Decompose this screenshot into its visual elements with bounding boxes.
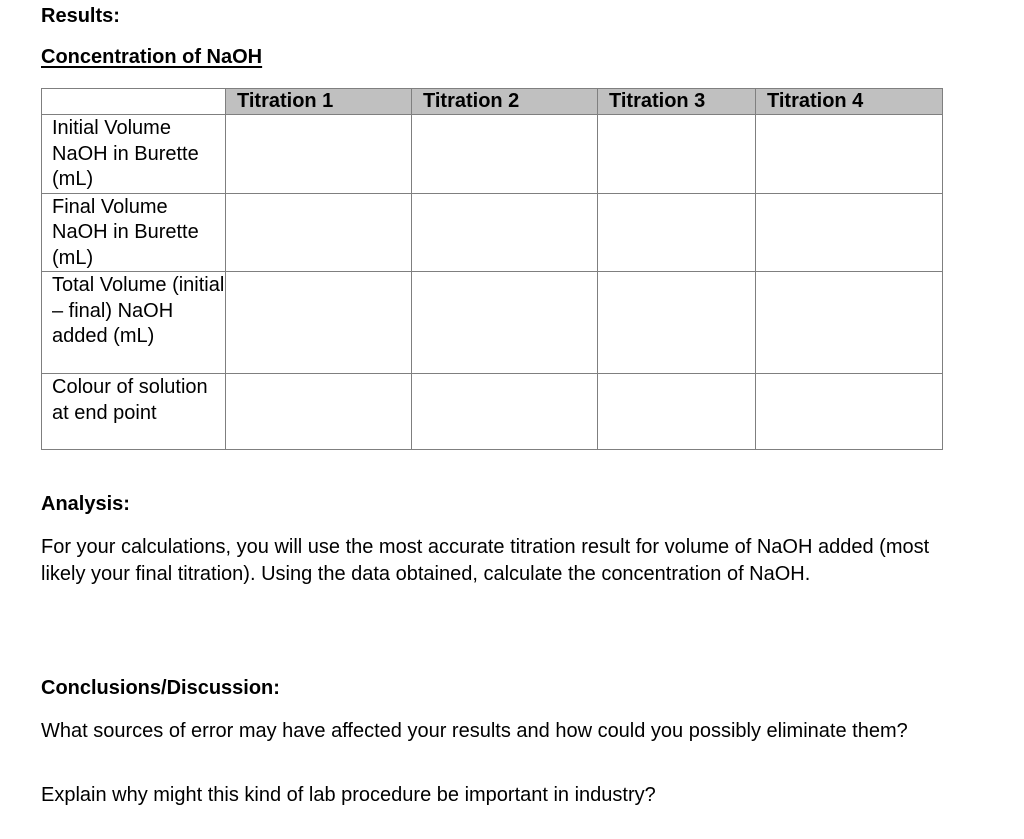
table-cell[interactable] [756, 115, 943, 194]
table-cell[interactable] [412, 193, 598, 272]
table-cell[interactable] [226, 193, 412, 272]
table-cell[interactable] [412, 374, 598, 450]
row-label-final-volume: Final Volume NaOH in Burette (mL) [42, 193, 226, 272]
table-cell[interactable] [226, 374, 412, 450]
table-corner-cell [42, 89, 226, 115]
results-subheading: Concentration of NaOH [41, 46, 263, 68]
table-cell[interactable] [598, 272, 756, 374]
column-header-titration-2: Titration 2 [412, 89, 598, 115]
table-cell[interactable] [412, 272, 598, 374]
table-cell[interactable] [756, 374, 943, 450]
row-label-colour-end-point: Colour of solution at end point [42, 374, 226, 450]
conclusions-question-industry: Explain why might this kind of lab procedure be important in industry? [41, 784, 656, 806]
analysis-heading: Analysis: [41, 493, 130, 515]
table-cell[interactable] [226, 272, 412, 374]
table-cell[interactable] [756, 272, 943, 374]
results-table [41, 88, 943, 450]
table-row [42, 115, 943, 194]
table-cell[interactable] [756, 193, 943, 272]
table-cell[interactable] [598, 374, 756, 450]
table-cell[interactable] [226, 115, 412, 194]
table-cell[interactable] [598, 115, 756, 194]
table-cell[interactable] [598, 193, 756, 272]
table-row [42, 374, 943, 450]
results-heading: Results: [41, 5, 120, 27]
row-label-initial-volume: Initial Volume NaOH in Burette (mL) [42, 115, 226, 194]
table-cell[interactable] [412, 115, 598, 194]
conclusions-heading: Conclusions/Discussion: [41, 677, 280, 699]
column-header-titration-1: Titration 1 [226, 89, 412, 115]
conclusions-question-errors: What sources of error may have affected your results and how could you possibly eliminate them? [41, 720, 908, 742]
analysis-paragraph: For your calculations, you will use the most accurate titration result for volume of NaOH added (most likely your final titration). Using the data obtained, calculate the concentration of NaOH. [41, 536, 930, 585]
table-row [42, 272, 943, 374]
column-header-titration-3: Titration 3 [598, 89, 756, 115]
row-label-total-volume: Total Volume (initial – final) NaOH added (mL) [42, 272, 226, 374]
table-header-row [42, 89, 943, 115]
table-row [42, 193, 943, 272]
column-header-titration-4: Titration 4 [756, 89, 943, 115]
